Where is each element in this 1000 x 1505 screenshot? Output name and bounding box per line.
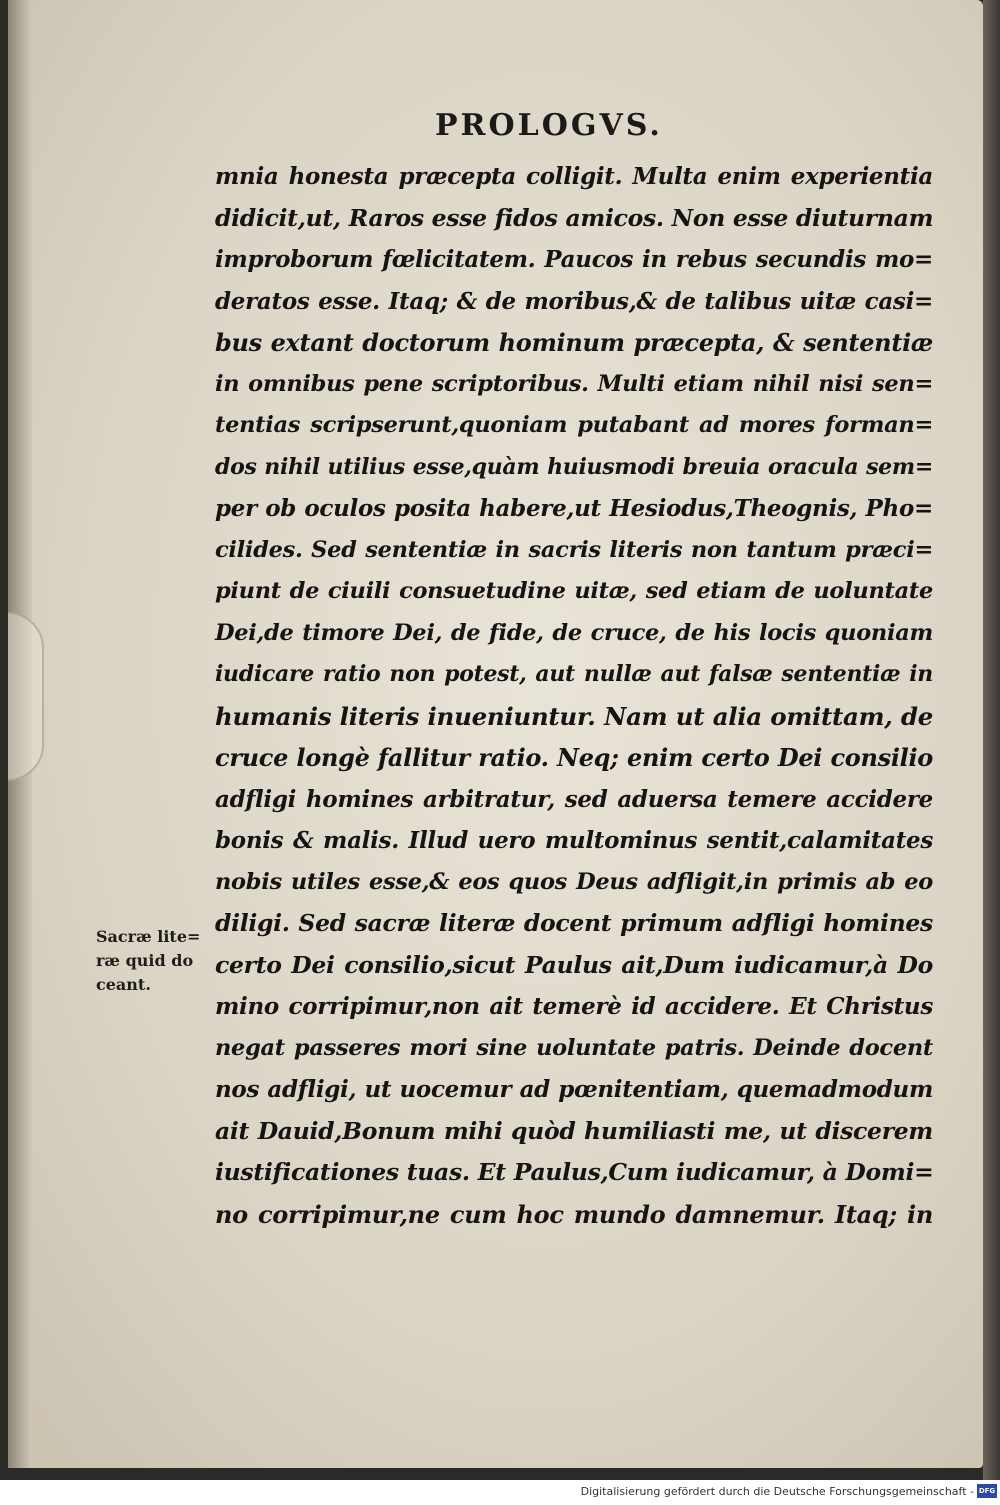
text-line: iustificationes tuas. Et Paulus,Cum iudicamur, à Domi= <box>215 1158 934 1186</box>
text-line: piunt de ciuili consuetudine uitæ, sed etiam de uoluntate <box>215 578 933 604</box>
footer-credit: Digitalisierung gefördert durch die Deutsche Forschungsgemeinschaft - <box>580 1485 974 1498</box>
marginal-note-line: ceant. <box>96 975 151 994</box>
text-line: improborum fœlicitatem. Paucos in rebus secundis mo= <box>215 246 933 273</box>
text-line: bus extant doctorum hominum præcepta, & sententiæ <box>215 328 933 357</box>
dfg-logo-icon: DFG <box>977 1484 997 1498</box>
text-line: nos adfligi, ut uocemur ad pœnitentiam, quemadmodum <box>215 1076 933 1103</box>
footer-bar <box>0 1480 1000 1505</box>
text-line: Dei,de timore Dei, de fide, de cruce, de his locis quoniam <box>215 619 933 646</box>
text-line: iudicare ratio non potest, aut nullæ aut falsæ sententiæ in <box>215 661 933 687</box>
text-line: ait Dauid,Bonum mihi quòd humiliasti me, ut discerem <box>215 1116 933 1145</box>
text-line: bonis & malis. Illud uero multominus sentit,calamitates <box>215 827 933 854</box>
text-line: tentias scripserunt,quoniam putabant ad mores forman= <box>215 412 933 438</box>
marginal-note-line: ræ quid do <box>96 951 194 970</box>
text-line: adfligi homines arbitratur, sed aduersa temere accidere <box>215 785 933 813</box>
marginal-note-line: Sacræ lite= <box>96 927 201 946</box>
text-line: per ob oculos posita habere,ut Hesiodus,Theognis, Pho= <box>215 495 933 522</box>
marginal-note <box>96 925 214 997</box>
text-line: in omnibus pene scriptoribus. Multi etiam nihil nisi sen= <box>215 370 933 397</box>
text-line: cruce longè fallitur ratio. Neq; enim certo Dei consilio <box>215 743 933 772</box>
text-line: negat passeres mori sine uoluntate patris. Deinde docent <box>215 1034 933 1061</box>
book-edge <box>983 0 1000 1480</box>
text-line: no corripimur,ne cum hoc mundo damnemur. Itaq; in <box>215 1199 933 1229</box>
text-line: mino corripimur,non ait temerè id accidere. Et Christus <box>215 993 933 1020</box>
text-line: mnia honesta præcepta colligit. Multa enim experientia <box>215 163 933 190</box>
text-line: deratos esse. Itaq; & de moribus,& de talibus uitæ casi= <box>215 287 933 315</box>
running-header: PROLOGVS. <box>435 108 663 143</box>
body-text <box>215 156 933 1235</box>
text-line: diligi. Sed sacræ literæ docent primum adfligi homines <box>215 909 933 937</box>
text-line: didicit,ut, Raros esse fidos amicos. Non esse diuturnam <box>215 203 934 232</box>
text-line: certo Dei consilio,sicut Paulus ait,Dum iudicamur,à Do <box>215 950 933 979</box>
text-line: dos nihil utilius esse,quàm huiusmodi breuia oracula sem= <box>215 453 933 480</box>
text-line: humanis literis inueniuntur. Nam ut alia omittam, de <box>215 701 933 731</box>
text-line: nobis utiles esse,& eos quos Deus adfligit,in primis ab eo <box>215 868 933 895</box>
thumb-tab-mark <box>8 612 44 781</box>
text-line: cilides. Sed sententiæ in sacris literis non tantum præci= <box>215 536 933 563</box>
